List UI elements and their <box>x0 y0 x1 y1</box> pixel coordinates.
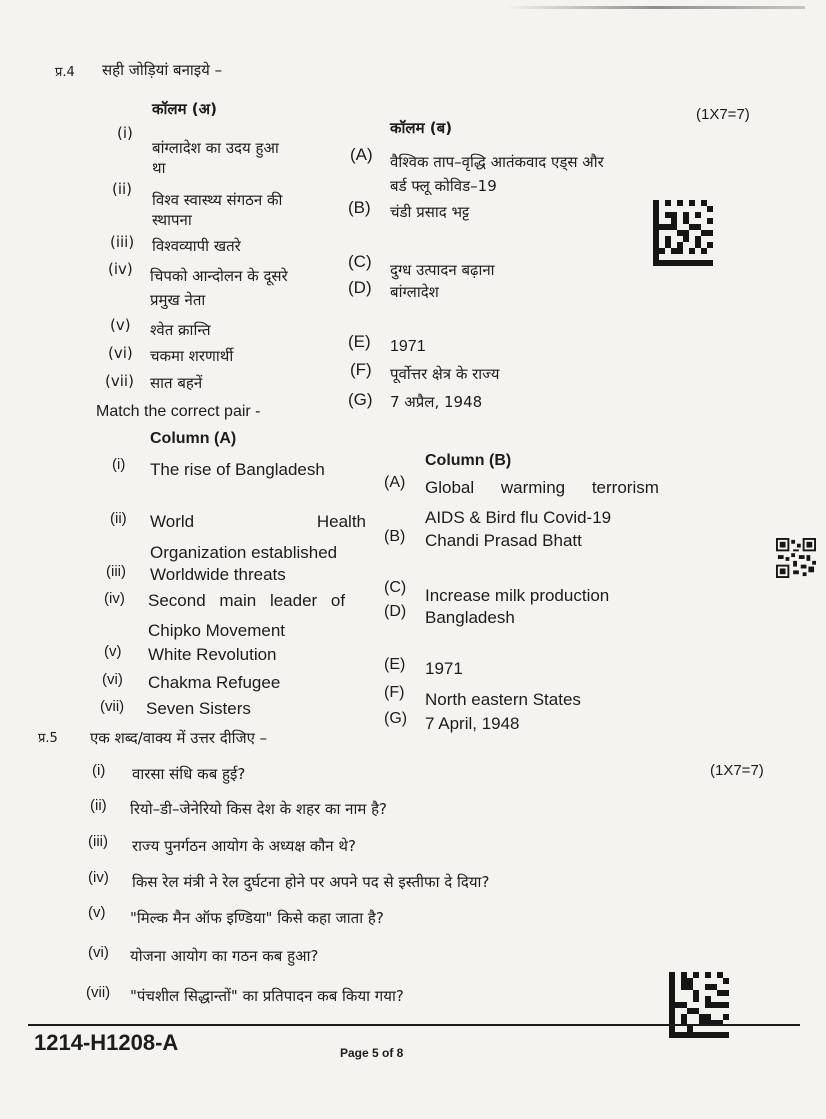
hindi-a-text: बांग्लादेश का उदय हुआ <box>152 139 279 157</box>
english-b-text: 7 April, 1948 <box>425 714 520 733</box>
hindi-b-text: दुग्ध उत्पादन बढ़ाना <box>390 261 495 279</box>
english-a-text: The rise of Bangladesh <box>150 460 325 479</box>
hindi-a-text: प्रमुख नेता <box>150 291 206 309</box>
english-b-text: North eastern States <box>425 690 581 709</box>
hindi-b-letter: (G) <box>348 390 373 409</box>
hindi-a-text: सात बहनें <box>150 374 203 392</box>
hindi-a-text: चिपको आन्दोलन के दूसरे <box>150 267 288 285</box>
hindi-a-text: स्थापना <box>152 211 192 229</box>
hindi-a-num: (i) <box>117 124 133 142</box>
english-a-text: White Revolution <box>148 645 277 664</box>
q5-instruction: एक शब्द/वाक्य में उत्तर दीजिए – <box>90 729 268 747</box>
english-b-letter: (A) <box>384 474 406 491</box>
q4-marks: (1X7=7) <box>696 106 750 123</box>
english-title: Match the correct pair - <box>96 403 261 420</box>
hindi-b-letter: (C) <box>348 252 372 271</box>
english-b-letter: (F) <box>384 684 405 701</box>
hindi-a-text: श्वेत क्रान्ति <box>150 321 211 339</box>
hindi-b-text: वैश्विक ताप–वृद्धि आतंकवाद एड्स और <box>390 153 604 171</box>
hindi-b-text: बर्ड फ्लू कोविड–19 <box>390 177 497 195</box>
hindi-a-text: विश्व स्वास्थ्य संगठन की <box>152 191 283 209</box>
english-a-text: World Health <box>150 512 366 531</box>
english-b-letter: (B) <box>384 528 406 545</box>
q5-item-num: (vi) <box>88 944 109 961</box>
english-a-text: Seven Sisters <box>146 699 251 718</box>
hindi-a-num: (vi) <box>108 344 133 362</box>
english-b-text: AIDS & Bird flu Covid-19 <box>425 508 612 527</box>
english-a-text: Organization established <box>150 543 338 562</box>
datamatrix-code-top <box>652 200 714 266</box>
english-a-num: (vi) <box>102 671 123 688</box>
english-a-text: Second main leader of <box>148 591 346 610</box>
q5-item-text: राज्य पुनर्गठन आयोग के अध्यक्ष कौन थे? <box>132 837 356 855</box>
q5-item-text: योजना आयोग का गठन कब हुआ? <box>130 947 319 965</box>
hindi-b-letter: (A) <box>350 145 373 164</box>
qr-code <box>776 538 816 578</box>
english-a-num: (iv) <box>104 590 125 607</box>
q5-item-text: रियो–डी–जेनेरियो किस देश के शहर का नाम है? <box>130 800 387 818</box>
q5-item-num: (ii) <box>90 797 107 814</box>
q5-item-num: (iii) <box>88 833 108 850</box>
english-b-letter: (C) <box>384 579 407 596</box>
english-b-letter: (G) <box>384 710 408 727</box>
english-a-num: (ii) <box>110 510 127 527</box>
english-b-letter: (D) <box>384 603 407 620</box>
q5-item-text: "पंचशील सिद्धान्तों" का प्रतिपादन कब किया गया? <box>130 987 404 1005</box>
english-b-text: Increase milk production <box>425 586 610 605</box>
datamatrix-code-bottom <box>668 972 730 1038</box>
english-a-text: Worldwide threats <box>150 565 286 584</box>
english-col-a-header: Column (A) <box>150 430 237 447</box>
english-a-text: Chakma Refugee <box>148 673 281 692</box>
english-a-num: (iii) <box>106 563 126 580</box>
hindi-col-b-header: कॉलम (ब) <box>390 119 453 137</box>
english-b-text: Chandi Prasad Bhatt <box>425 531 582 550</box>
q5-marks: (1X7=7) <box>710 762 764 779</box>
hindi-a-num: (iv) <box>108 260 133 278</box>
q4-number: प्र.4 <box>55 65 75 80</box>
english-a-num: (i) <box>112 456 126 473</box>
hindi-b-letter: (B) <box>348 198 371 217</box>
q5-item-text: "मिल्क मैन ऑफ इण्डिया" किसे कहा जाता है? <box>130 909 384 927</box>
paper-code: 1214-H1208-A <box>34 1030 179 1055</box>
q5-item-text: किस रेल मंत्री ने रेल दुर्घटना होने पर अपने पद से इस्तीफा दे दिया? <box>132 873 490 891</box>
english-b-text: Bangladesh <box>425 608 515 627</box>
hindi-a-text: चकमा शरणार्थी <box>150 347 234 365</box>
hindi-b-text: पूर्वोत्तर क्षेत्र के राज्य <box>390 365 500 383</box>
hindi-b-letter: (E) <box>348 332 371 351</box>
hindi-b-text: चंडी प्रसाद भट्ट <box>390 203 470 221</box>
scan-artifact-line <box>505 6 805 9</box>
hindi-a-num: (vii) <box>105 372 134 390</box>
hindi-b-text: 7 अप्रैल, 1948 <box>390 393 483 411</box>
english-a-num: (v) <box>104 643 122 660</box>
hindi-col-a-header: कॉलम (अ) <box>152 100 217 118</box>
english-a-text: Chipko Movement <box>148 621 286 640</box>
page-number: Page 5 of 8 <box>340 1046 404 1060</box>
hindi-a-num: (v) <box>110 316 131 334</box>
q5-item-num: (vii) <box>86 984 111 1001</box>
hindi-a-num: (iii) <box>110 233 135 251</box>
english-col-b-header: Column (B) <box>425 452 512 469</box>
q5-number: प्र.5 <box>38 731 58 746</box>
hindi-a-num: (ii) <box>112 180 133 198</box>
hindi-a-text: था <box>152 159 166 177</box>
english-b-text: Global warming terrorism <box>425 478 659 497</box>
q5-item-num: (i) <box>92 762 106 779</box>
hindi-b-text: बांग्लादेश <box>390 283 439 301</box>
q5-item-num: (v) <box>88 904 106 921</box>
english-b-letter: (E) <box>384 656 406 673</box>
q5-item-num: (iv) <box>88 869 109 886</box>
hindi-b-letter: (D) <box>348 278 372 297</box>
footer-divider <box>28 1024 800 1026</box>
q4-instruction: सही जोड़ियां बनाइये – <box>102 61 223 79</box>
english-a-num: (vii) <box>100 698 125 715</box>
q5-item-text: वारसा संधि कब हुई? <box>132 765 246 783</box>
hindi-b-text: 1971 <box>390 338 426 355</box>
hindi-b-letter: (F) <box>350 360 372 379</box>
english-b-text: 1971 <box>425 659 463 678</box>
hindi-a-text: विश्वव्यापी खतरे <box>152 237 241 255</box>
